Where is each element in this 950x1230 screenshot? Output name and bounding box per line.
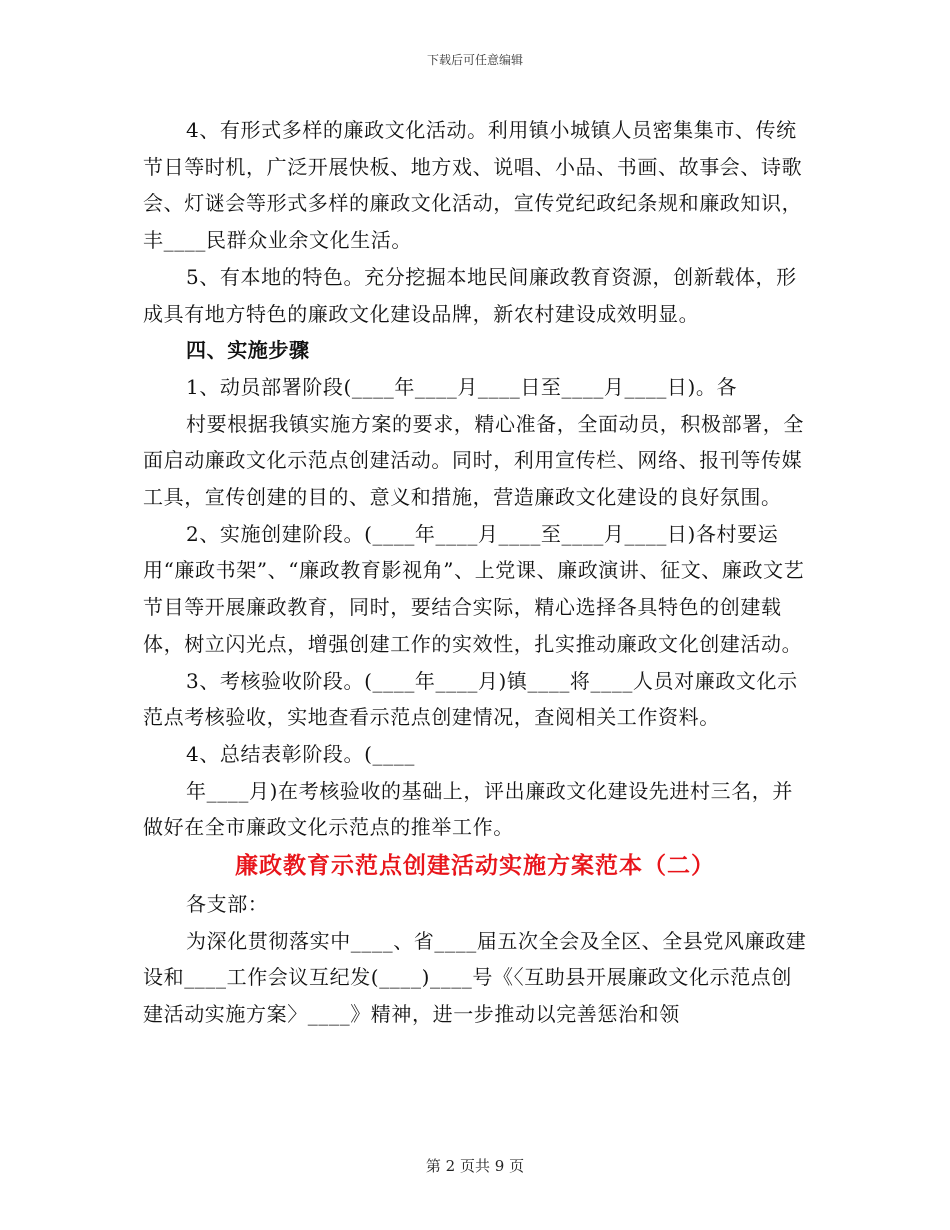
paragraph-intro: 为深化贯彻落实中____、省____届五次全会及全区、全县党风廉政建设和____工作会议互纪发(____)____号《〈互助县开展廉政文化示范点创建活动实施方案〉____》精神，进一步推动以完善惩治和领 bbox=[143, 928, 807, 1027]
page-header: 下载后可任意编辑 bbox=[426, 53, 523, 67]
paragraph-local-features: 5、有本地的特色。充分挖掘本地民间廉政教育资源，创新载体，形成具有地方特色的廉政文化建设品牌，新农村建设成效明显。 bbox=[143, 264, 797, 326]
section-heading-steps: 四、实施步骤 bbox=[186, 338, 310, 363]
paragraph-step1-lead: 1、动员部署阶段(____年____月____日至____月____日)。各 bbox=[186, 374, 738, 399]
page-footer: 第 2 页共 9 页 bbox=[425, 1157, 525, 1175]
document-body bbox=[143, 112, 807, 1033]
paragraph-step1-body: 村要根据我镇实施方案的要求，精心准备，全面动员，积极部署，全面启动廉政文化示范点创建活动。同时，利用宣传栏、网络、报刊等传媒工具，宣传创建的目的、意义和措施，营造廉政文化建设的良好氛围。 bbox=[143, 411, 804, 510]
paragraph-activities: 4、有形式多样的廉政文化活动。利用镇小城镇人员密集集市、传统节日等时机，广泛开展快板、地方戏、说唱、小品、书画、故事会、诗歌会、灯谜会等形式多样的廉政文化活动，宣传党纪政纪条规和廉政知识，丰____民群众业余文化生活。 bbox=[143, 118, 803, 253]
paragraph-step3: 3、考核验收阶段。(____年____月)镇____将____人员对廉政文化示范点考核验收，实地查看示范点创建情况，查阅相关工作资料。 bbox=[143, 668, 798, 730]
paragraph-step4-lead: 4、总结表彰阶段。(____ bbox=[186, 741, 415, 766]
paragraph-salutation: 各支部： bbox=[186, 892, 269, 917]
document-title: 廉政教育示范点创建活动实施方案范本（二） bbox=[235, 852, 715, 880]
paragraph-step2: 2、实施创建阶段。(____年____月____至____月____日)各村要运用“廉政书架”、“廉政教育影视角”、上党课、廉政演讲、征文、廉政文艺节目等开展廉政教育，同时，要结合实际，精心选择各具特色的创建载体，树立闪光点，增强创建工作的实效性，扎实推动廉政文化创建活动。 bbox=[143, 521, 805, 656]
paragraph-step4-body: 年____月)在考核验收的基础上，评出廉政文化建设先进村三名，并做好在全市廉政文化示范点的推举工作。 bbox=[143, 778, 794, 840]
